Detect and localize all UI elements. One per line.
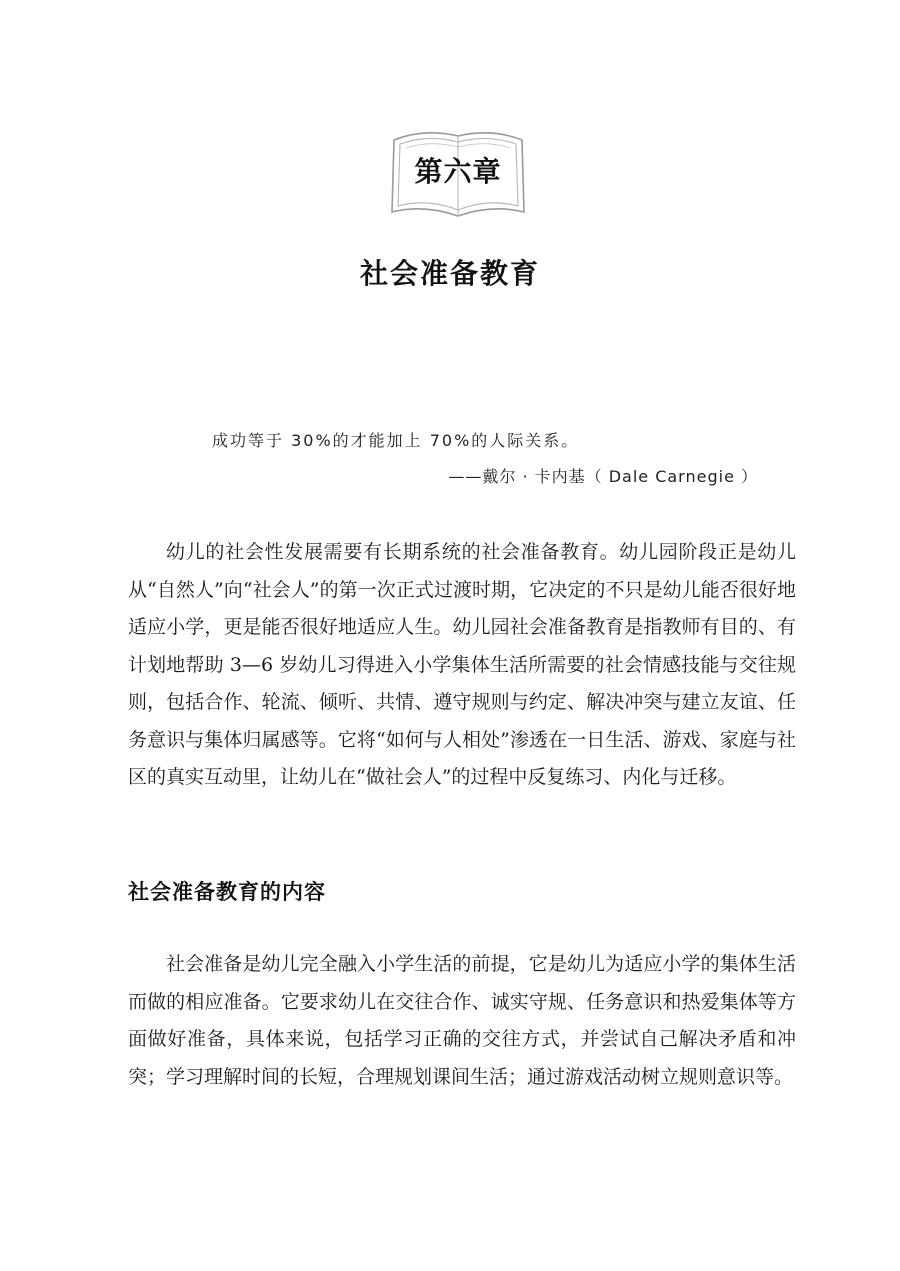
epigraph-attribution: ——戴尔 · 卡内基（ Dale Carnegie ）: [448, 467, 758, 486]
section-heading: 社会准备教育的内容: [128, 880, 326, 904]
section-paragraph: 社会准备是幼儿完全融入小学生活的前提，它是幼儿为适应小学的集体生活而做的相应准备。它要求幼儿在交往合作、诚实守规、任务意识和热爱集体等方面做好准备，具体来说，包括学习正确的交往方式，并尝试自己解决矛盾和冲突；学习理解时间的长短，合理规划课间生活；通过游戏活动树立规则意识等。: [128, 953, 796, 1088]
chapter-badge: [384, 120, 532, 220]
intro-paragraph: 幼儿的社会性发展需要有长期系统的社会准备教育。幼儿园阶段正是幼儿从“自然人”向“社会人”的第一次正式过渡时期，它决定的不只是幼儿能否很好地适应小学，更是能否很好地适应人生。幼儿园社会准备教育是指教师有目的、有计划地帮助 3—6 岁幼儿习得进入小学集体生活所需要的社会情感技能与交往规则，包括合作、轮流、倾听、共情、遵守规则与约定、解决冲突与建立友谊、任务意识与集体归属感等。它将“如何与人相处”渗透在一日生活、游戏、家庭与社区的真实互动里，让幼儿在“做社会人”的过程中反复练习、内化与迁移。: [128, 541, 796, 788]
chapter-number: 第六章: [414, 155, 502, 188]
chapter-title: 社会准备教育: [359, 257, 540, 290]
epigraph-quote: 成功等于 30%的才能加上 70%的人际关系。: [212, 431, 580, 450]
